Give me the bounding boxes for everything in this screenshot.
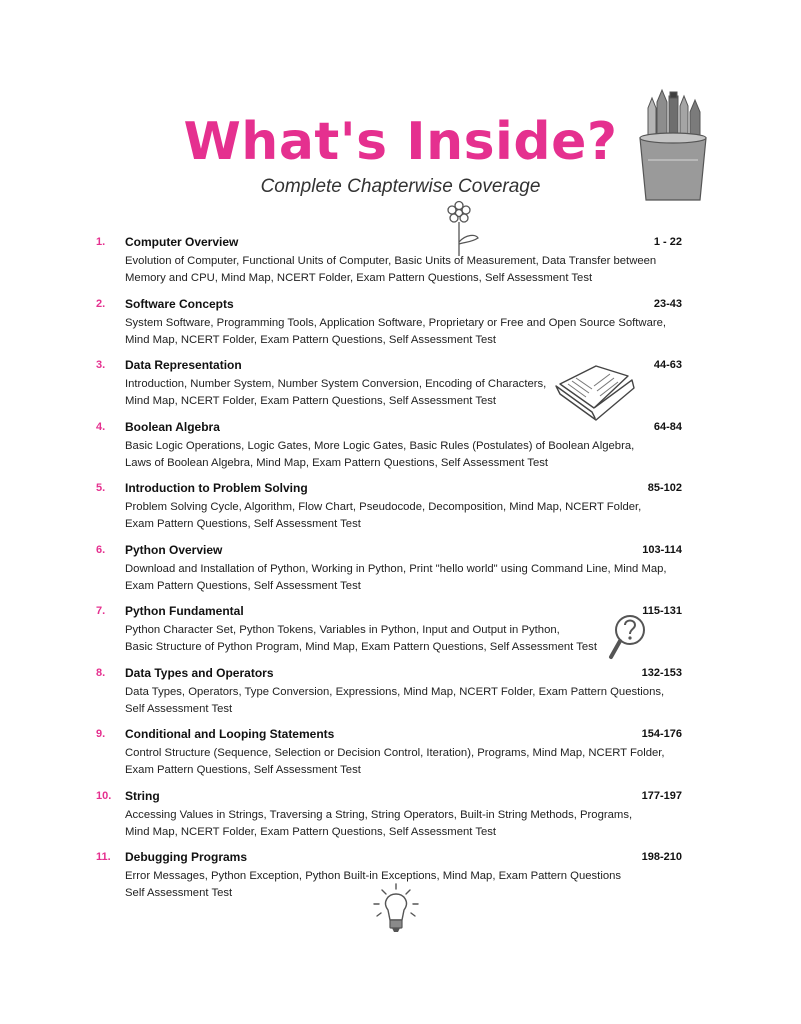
chapter-pages: 64-84 <box>653 420 682 433</box>
chapter-topics: Problem Solving Cycle, Algorithm, Flow Chart, Pseudocode, Decomposition, Mind Map, NCERT Folder, Exam Pattern Questions, Self Assessment Test <box>125 501 642 530</box>
chapter-topics: Python Character Set, Python Tokens, Variables in Python, Input and Output in Python, Basic Structure of Python Program, Mind Map, Exam Pattern Questions, Self Assessment Test <box>125 624 597 653</box>
chapter-topics: Accessing Values in Strings, Traversing a String, String Operators, Built-in String Methods, Programs, Mind Map, NCERT Folder, Exam Pattern Questions, Self Assessment Test <box>125 808 633 838</box>
chapter-pages: 154-176 <box>641 728 682 740</box>
chapter-title: Data Types and Operators <box>125 665 274 680</box>
chapter-topics: Control Structure (Sequence, Selection or Decision Control, Iteration), Programs, Mind Map, NCERT Folder, Exam Pattern Questions, Self Assessment Test <box>125 747 665 776</box>
chapter-item <box>96 541 696 603</box>
chapter-topics: Data Types, Operators, Type Conversion, Expressions, Mind Map, NCERT Folder, Exam Pattern Questions, Self Assessment Test <box>125 685 665 715</box>
chapter-pages: 198-210 <box>641 851 682 863</box>
chapter-number: 6. <box>96 543 106 556</box>
chapter-pages: 44-63 <box>653 359 682 371</box>
chapter-topics: Download and Installation of Python, Working in Python, Print "hello world" using Command Line, Mind Map, Exam Pattern Questions, Self Assessment Test <box>125 562 667 592</box>
chapter-pages: 177-197 <box>641 789 682 802</box>
chapter-title: Boolean Algebra <box>125 419 220 434</box>
chapter-item <box>96 295 696 357</box>
chapter-title: Data Representation <box>125 358 242 372</box>
magnifier-question-icon <box>606 608 652 666</box>
page-subtitle: Complete Chapterwise Coverage <box>260 176 541 197</box>
chapter-topics: Evolution of Computer, Functional Units of Computer, Basic Units of Measurement, Data Transfer between Memory and CPU, Mind Map, NCERT Folder, Exam Pattern Questions, Self Assessment Test <box>125 255 657 284</box>
chapter-item <box>96 664 696 726</box>
chapter-number: 5. <box>96 482 106 494</box>
open-book-icon <box>552 362 638 426</box>
chapter-list <box>96 233 696 910</box>
chapter-pages: 85-102 <box>647 482 682 494</box>
chapter-number: 1. <box>96 236 106 248</box>
chapter-title: Python Fundamental <box>125 604 244 618</box>
chapter-pages: 132-153 <box>641 666 682 679</box>
chapter-pages: 115-131 <box>642 605 682 617</box>
chapter-number: 7. <box>96 605 106 617</box>
chapter-title: Debugging Programs <box>125 850 248 864</box>
chapter-title: Software Concepts <box>125 296 234 311</box>
chapter-pages: 1 - 22 <box>653 236 682 248</box>
page-title: What's Inside? <box>183 112 618 172</box>
chapter-title: Conditional and Looping Statements <box>125 727 335 741</box>
chapter-item <box>96 479 696 541</box>
lightbulb-icon <box>368 880 426 938</box>
chapter-topics: Introduction, Number System, Number System Conversion, Encoding of Characters, Mind Map, NCERT Folder, Exam Pattern Questions, Self Assessment Test <box>125 378 547 407</box>
chapter-number: 10. <box>96 789 112 802</box>
chapter-number: 2. <box>96 297 106 310</box>
chapter-item <box>96 418 696 480</box>
chapter-title: String <box>125 788 160 803</box>
chapter-number: 9. <box>96 728 106 740</box>
chapter-title: Computer Overview <box>125 235 239 249</box>
chapter-number: 11. <box>96 851 111 863</box>
chapter-title: Introduction to Problem Solving <box>125 481 308 495</box>
chapter-number: 8. <box>96 666 106 679</box>
chapter-pages: 23-43 <box>653 297 682 310</box>
chapter-item <box>96 787 696 849</box>
chapter-number: 4. <box>96 420 106 433</box>
chapter-item <box>96 233 696 295</box>
chapter-number: 3. <box>96 359 106 371</box>
chapter-topics: Error Messages, Python Exception, Python Built-in Exceptions, Mind Map, Exam Pattern Questions Self Assessment Test <box>125 870 622 899</box>
flower-icon <box>438 200 484 260</box>
pencil-cup-icon <box>628 88 712 206</box>
chapter-topics: System Software, Programming Tools, Application Software, Proprietary or Free and Open Source Software, Mind Map, NCERT Folder, Exam Pattern Questions, Self Assessment Test <box>125 316 667 346</box>
chapter-pages: 103-114 <box>642 543 682 556</box>
chapter-topics: Basic Logic Operations, Logic Gates, More Logic Gates, Basic Rules (Postulates) of Boolean Algebra, Laws of Boolean Algebra, Mind Map, Exam Pattern Questions, Self Assessment Test <box>125 439 635 469</box>
chapter-item <box>96 725 696 787</box>
chapter-title: Python Overview <box>125 542 223 557</box>
